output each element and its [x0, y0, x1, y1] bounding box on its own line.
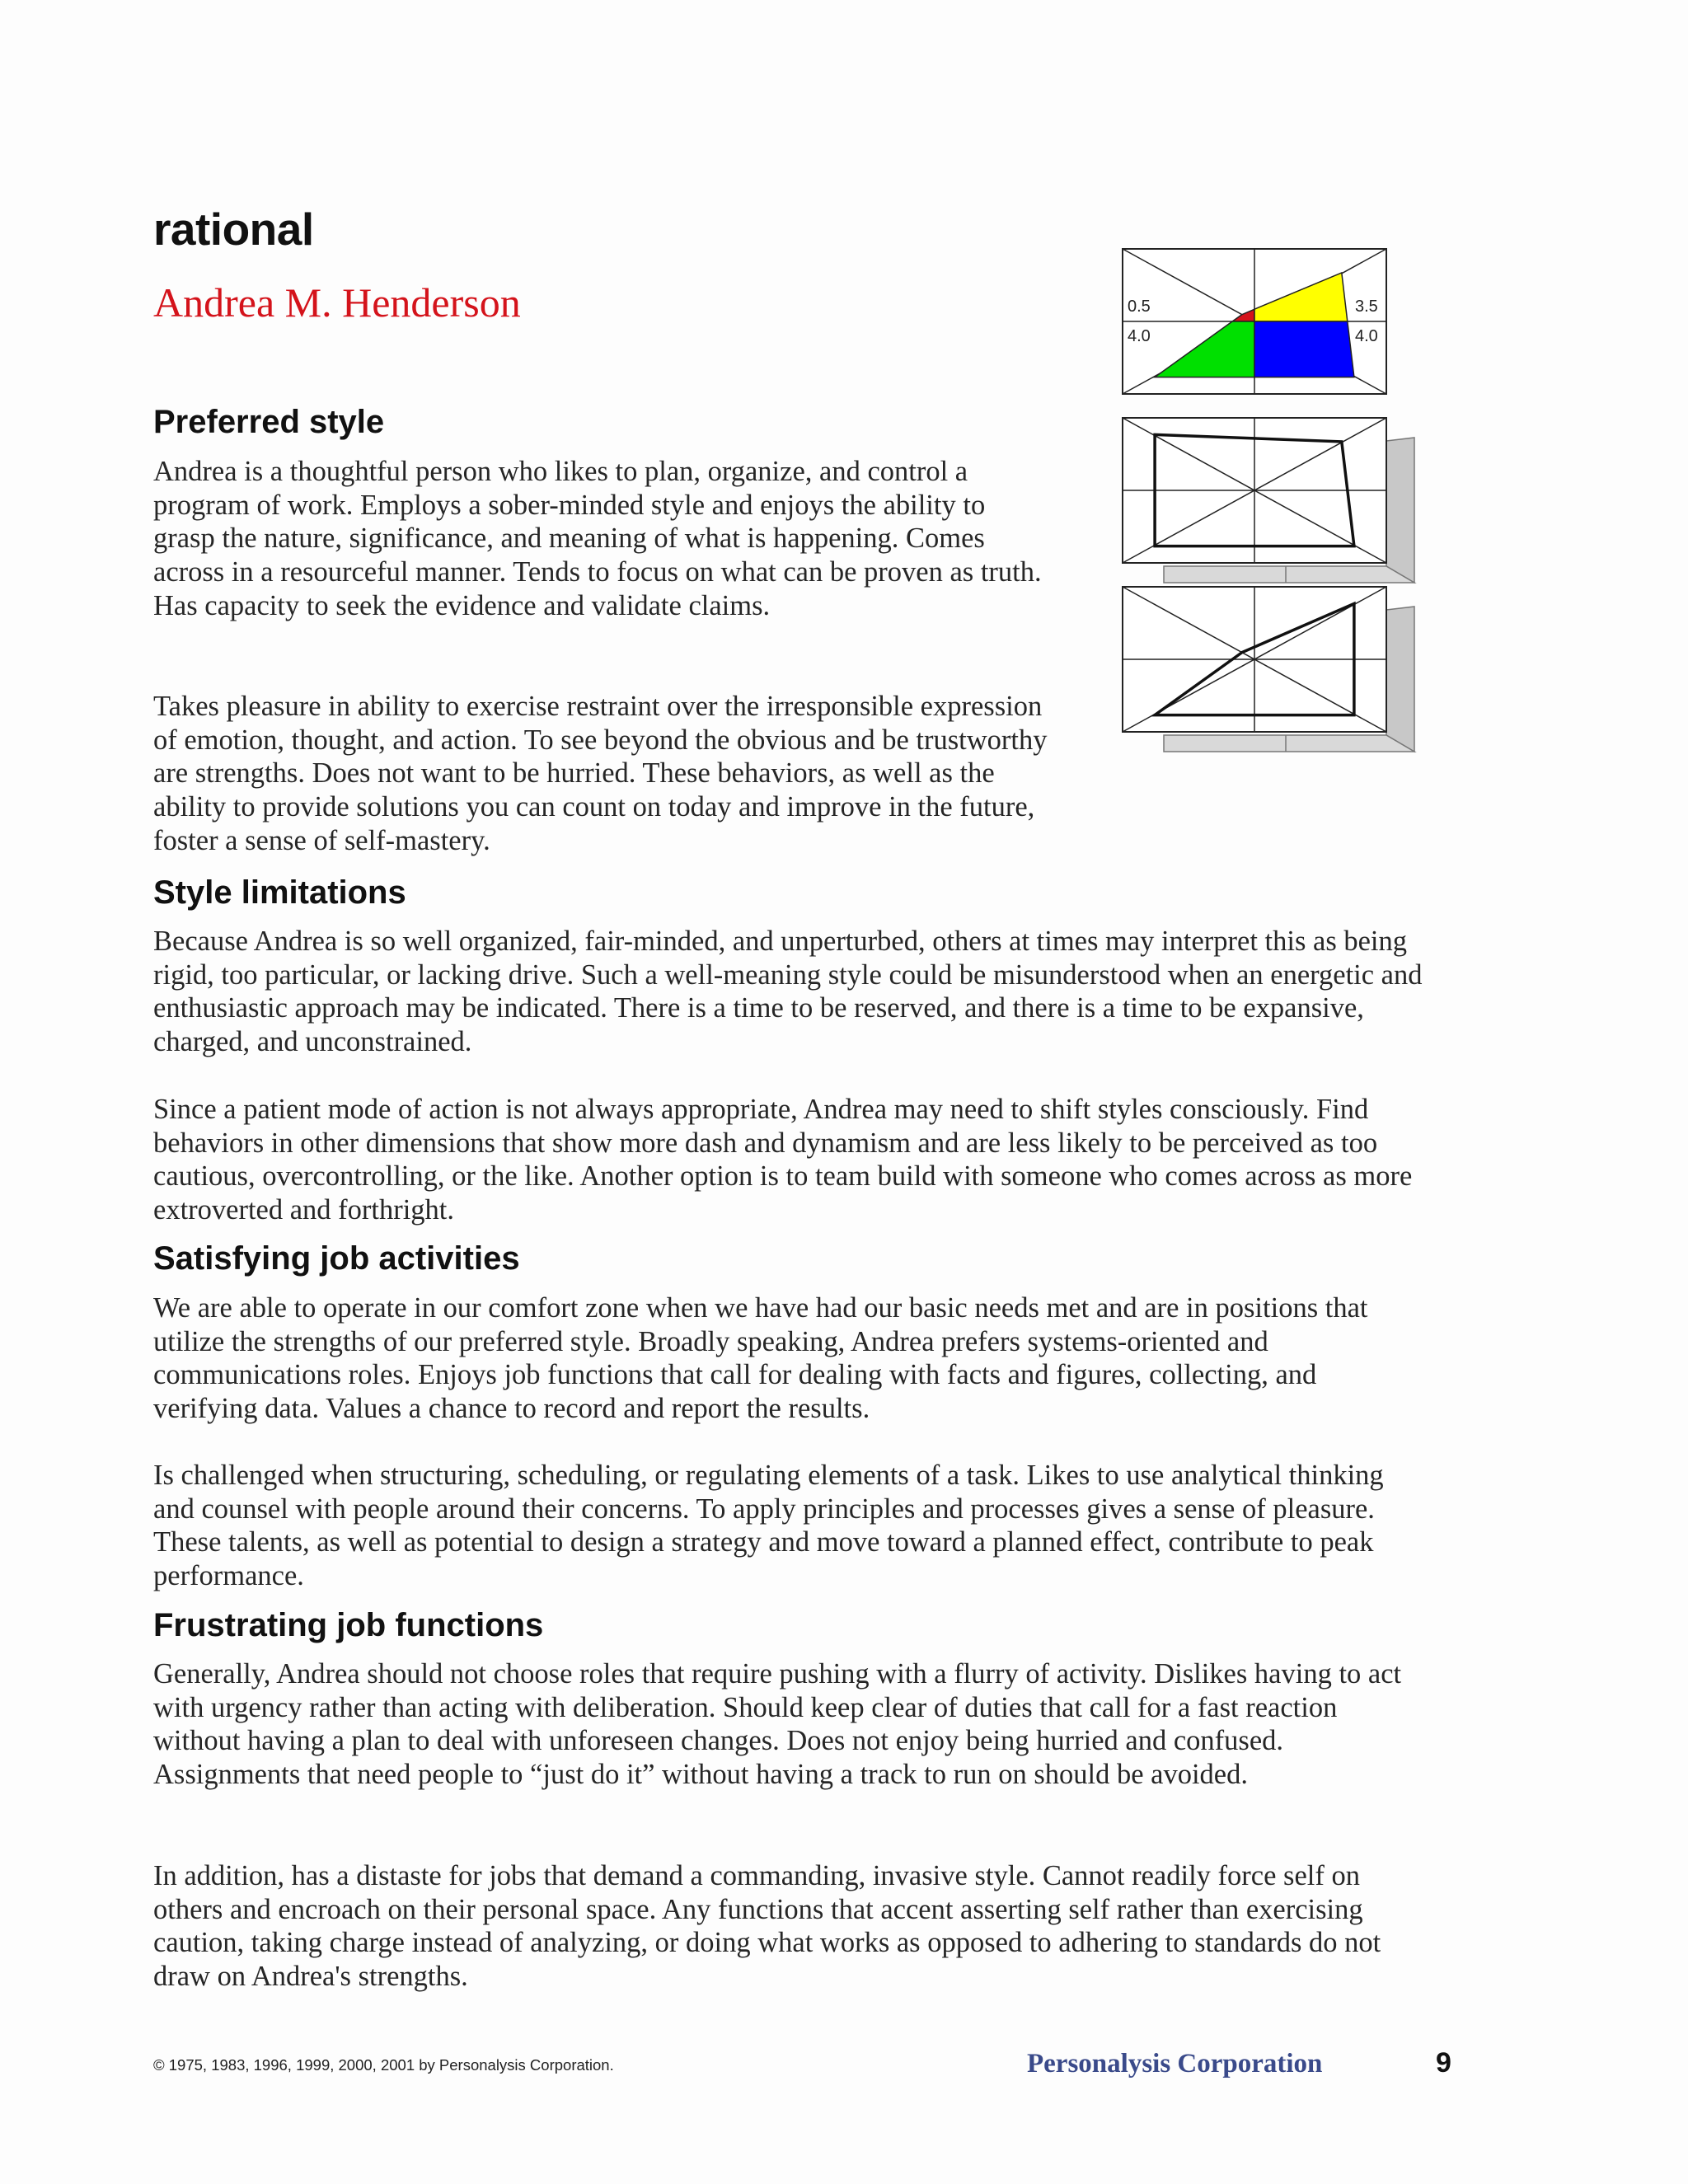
chart-base-bottom [1164, 566, 1414, 583]
page-title: rational [153, 204, 314, 255]
footer-copyright: © 1975, 1983, 1996, 1999, 2000, 2001 by Personalysis Corporation. [153, 2056, 614, 2074]
chart-base-side [1386, 607, 1414, 752]
heading-preferred-style: Preferred style [153, 404, 385, 440]
chart-base-side [1386, 438, 1414, 583]
person-name: Andrea M. Henderson [153, 279, 521, 326]
preferred-style-paragraph-2: Takes pleasure in ability to exercise restraint over the irresponsible expression of emotion, thought, and action. To see beyond the obvious and be trustworthy are strengths. Does not want to be hurried. These behaviors, as well as the ability to provide solutions you can count on today and improve in the future, foster a sense of self-mastery. [153, 691, 1048, 856]
satisfying-paragraph-1: We are able to operate in our comfort zone when we have had our basic needs met and are in positions that utilize the strengths of our preferred style. Broadly speaking, Andrea prefers systems-oriented and communications roles. Enjoys job functions that call for dealing with facts and figures, collecting, and verifying data. Values a chance to record and report the results. [153, 1292, 1368, 1425]
outline-profile-chart-1 [1121, 416, 1421, 586]
page-number: 9 [1436, 2047, 1451, 2079]
heading-frustrating-job-functions: Frustrating job functions [153, 1607, 544, 1643]
outline-profile-chart-2 [1121, 585, 1421, 755]
label-top-left: 0.5 [1128, 298, 1151, 316]
footer-company-name: Personalysis Corporation [1027, 2049, 1323, 2079]
frustrating-paragraph-1: Generally, Andrea should not choose roles that require pushing with a flurry of activity. Dislikes having to act with urgency rather than acting with deliberation. Should keep clear of duties that call for a fast reaction without having a plan to deal with unforeseen changes. Does not enjoy being hurried and confused. Assignments that need people to “just do it” without having a track to run on should be avoided. [153, 1658, 1402, 1791]
label-bottom-left: 4.0 [1128, 327, 1151, 345]
preferred-style-paragraph-1: Andrea is a thoughtful person who likes to plan, organize, and control a program of work. Employs a sober-minded style and enjoys the ability to grasp the nature, significance, and meaning of what is happening. Comes across in a resourceful manner. Tends to focus on what can be proven as truth. Has capacity to seek the evidence and validate claims. [153, 456, 1042, 621]
quadrant-bottom-right [1254, 321, 1354, 377]
label-bottom-right: 4.0 [1355, 327, 1378, 345]
satisfying-paragraph-2: Is challenged when structuring, scheduling, or regulating elements of a task. Likes to use analytical thinking and counsel with people around their concerns. To apply principles and processes gives a sense of pleasure. These talents, as well as potential to design a strategy and move toward a planned effect, contribute to peak performance. [153, 1460, 1384, 1592]
heading-satisfying-job-activities: Satisfying job activities [153, 1240, 520, 1277]
frustrating-paragraph-2: In addition, has a distaste for jobs that demand a commanding, invasive style. Cannot readily force self on others and encroach on their personal space. Any functions that accent asserting self rather than exercising caution, taking charge instead of analyzing, or doing what works as opposed to adhering to standards do not draw on Andrea's strengths. [153, 1860, 1381, 1993]
style-limitations-paragraph-2: Since a patient mode of action is not always appropriate, Andrea may need to shift styles consciously. Find behaviors in other dimensions that show more dash and dynamism and are less likely to be perceived as too cautious, overcontrolling, or the like. Another option is to team build with someone who comes across as more extroverted and forthright. [153, 1094, 1413, 1226]
quadrant-profile-chart [1121, 247, 1393, 397]
label-top-right: 3.5 [1355, 298, 1378, 316]
chart-base-bottom [1164, 735, 1414, 752]
heading-style-limitations: Style limitations [153, 874, 406, 911]
style-limitations-paragraph-1: Because Andrea is so well organized, fair-minded, and unperturbed, others at times may interpret this as being rigid, too particular, or lacking drive. Such a well-meaning style could be misunderstood when an energetic and enthusiastic approach may be indicated. There is a time to be reserved, and there is a time to be expansive, charged, and unconstrained. [153, 926, 1423, 1058]
